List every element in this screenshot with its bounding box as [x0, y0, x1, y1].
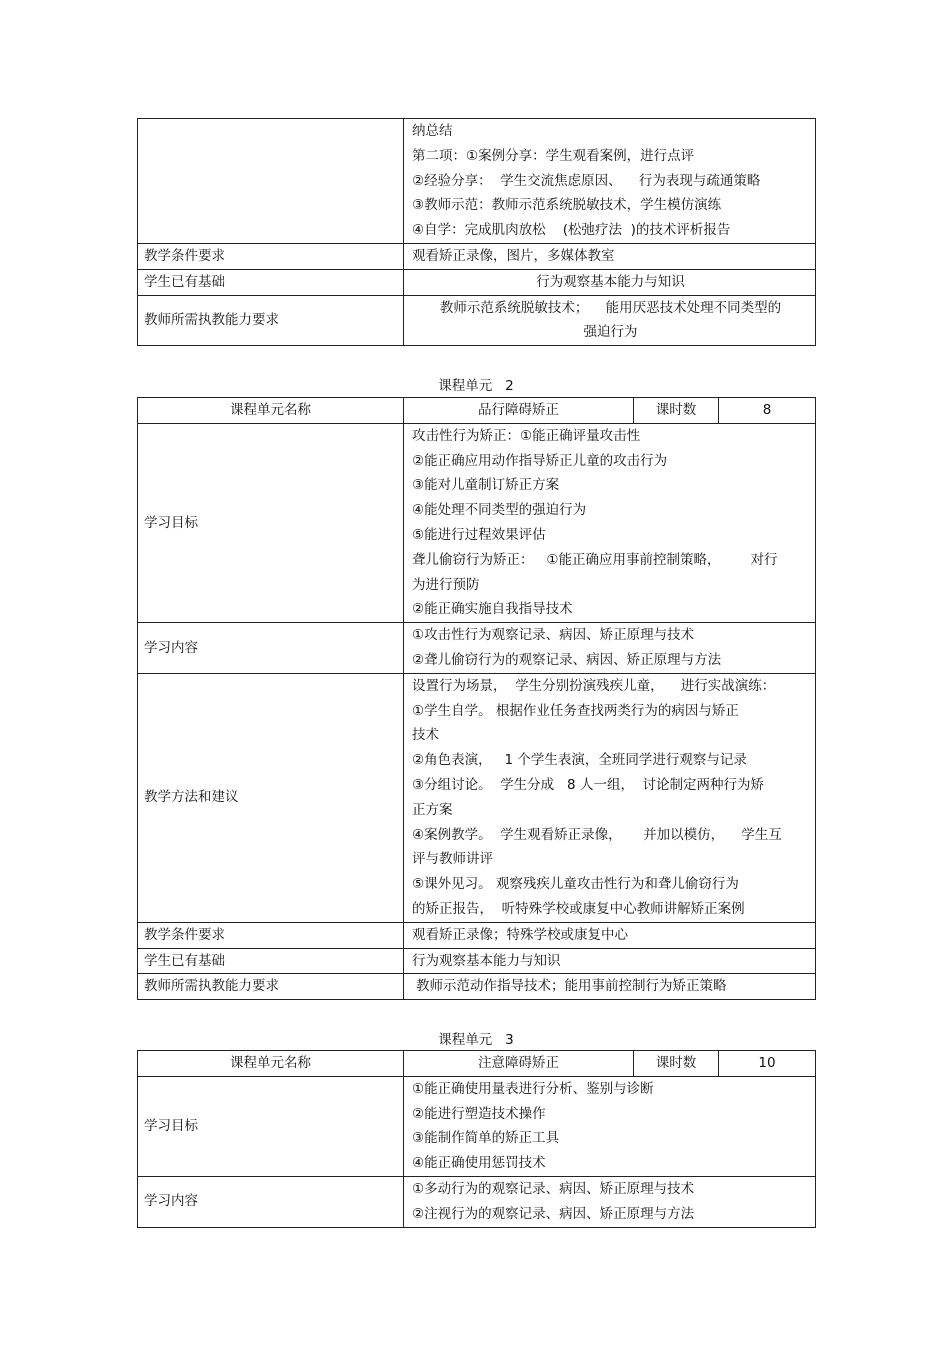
row-content	[404, 623, 816, 674]
hours-value: 10	[719, 1051, 816, 1077]
table-row	[138, 974, 816, 1000]
row-content	[404, 295, 816, 346]
content-line: ③教师示范：教师示范系统脱敏技术，学生模仿演练	[412, 197, 722, 214]
content-line: ⑤课外见习。 观察残疾儿童攻击性行为和聋儿偷窃行为	[412, 876, 739, 893]
unit-name-label: 课程单元名称	[138, 398, 404, 424]
unit-name-label: 课程单元名称	[138, 1051, 404, 1077]
content-line: 教师示范系统脱敏技术； 能用厌恶技术处理不同类型的	[439, 299, 782, 316]
content-line: ④案例教学。 学生观看矫正录像， 并加以模仿， 学生互	[412, 826, 782, 843]
row-content	[404, 243, 816, 269]
content-line: ④能处理不同类型的强迫行为	[412, 502, 587, 519]
content-line: ②聋儿偷窃行为的观察记录、病因、矫正原理与方法	[412, 651, 722, 668]
content-line: 聋儿偷窃行为矫正： ①能正确应用事前控制策略， 对行	[412, 551, 778, 568]
row-label: 教学条件要求	[138, 243, 404, 269]
row-content	[404, 1076, 816, 1176]
table-row	[138, 1176, 816, 1227]
content-line: 正方案	[412, 801, 453, 818]
row-content	[404, 423, 816, 622]
content-line: 行为观察基本能力与知识	[412, 952, 561, 969]
unit3-caption: 课程单元 3	[438, 1032, 514, 1048]
row-label: 学生已有基础	[138, 269, 404, 295]
content-line: ③能制作简单的矫正工具	[412, 1130, 560, 1147]
content-line: 纳总结	[412, 123, 453, 139]
table-row	[138, 269, 816, 295]
unit2-caption: 课程单元 2	[438, 378, 514, 394]
table-row	[138, 922, 816, 948]
table-header-row	[138, 1051, 816, 1077]
content-line: ①学生自学。 根据作业任务查找两类行为的病因与矫正	[412, 702, 739, 719]
row-label: 学习内容	[138, 1176, 404, 1227]
row-content	[404, 1176, 816, 1227]
row-label: 教师所需执教能力要求	[138, 974, 404, 1000]
table-row	[138, 423, 816, 622]
content-line: ②经验分享： 学生交流焦虑原因、 行为表现与疏通策略	[412, 172, 761, 189]
row-label: 学生已有基础	[138, 948, 404, 974]
content-line: ①攻击性行为观察记录、病因、矫正原理与技术	[412, 627, 695, 644]
content-line: 评与教师讲评	[412, 851, 493, 868]
content-line: ④自学：完成肌肉放松 (松弛疗法 )的技术评析报告	[412, 222, 731, 239]
content-line: ②角色表演， 1 个学生表演，全班同学进行观察与记录	[412, 752, 747, 769]
hours-label: 课时数	[634, 1051, 719, 1077]
content-line: ④能正确使用惩罚技术	[412, 1155, 546, 1172]
unit2-table	[137, 397, 816, 1000]
unit-name-value: 注意障碍矫正	[404, 1051, 634, 1077]
row-label: 学习目标	[138, 1076, 404, 1176]
table-row	[138, 295, 816, 346]
content-line: ②能进行塑造技术操作	[412, 1105, 546, 1122]
row-label: 教学方法和建议	[138, 673, 404, 922]
hours-value: 8	[719, 398, 816, 424]
row-label: 学习目标	[138, 423, 404, 622]
unit1-continuation-table	[137, 118, 816, 346]
content-line: ③能对儿童制订矫正方案	[412, 477, 560, 494]
row-content	[404, 922, 816, 948]
row-label: 学习内容	[138, 623, 404, 674]
content-line: ②能正确应用动作指导矫正儿童的攻击行为	[412, 452, 668, 469]
table-row	[138, 243, 816, 269]
unit-name-value: 品行障碍矫正	[404, 398, 634, 424]
row-label: 教师所需执教能力要求	[138, 295, 404, 346]
row-content	[404, 948, 816, 974]
content-line: 的矫正报告， 听特殊学校或康复中心教师讲解矫正案例	[412, 900, 745, 917]
row-label	[138, 119, 404, 244]
table-row	[138, 673, 816, 922]
row-label: 教学条件要求	[138, 922, 404, 948]
content-line: ③分组讨论。 学生分成 8 人一组， 讨论制定两种行为矫	[412, 776, 765, 793]
content-line: 技术	[412, 727, 439, 744]
row-content	[404, 673, 816, 922]
content-line: 第二项：①案例分享：学生观看案例，进行点评	[412, 147, 695, 164]
row-content	[404, 974, 816, 1000]
table-header-row	[138, 398, 816, 424]
table-row	[138, 623, 816, 674]
content-line: 教师示范动作指导技术；能用事前控制行为矫正策略	[416, 978, 727, 995]
content-line: 为进行预防	[412, 576, 480, 593]
content-line: 攻击性行为矫正：①能正确评量攻击性	[412, 427, 641, 444]
content-line: ⑤能进行过程效果评估	[412, 526, 546, 543]
content-line: 观看矫正录像；特殊学校或康复中心	[412, 926, 628, 943]
content-line: 设置行为场景， 学生分别扮演残疾儿童， 进行实战演练：	[412, 677, 776, 694]
unit3-table	[137, 1050, 816, 1228]
content-line: 行为观察基本能力与知识	[536, 273, 685, 290]
table-row	[138, 948, 816, 974]
content-line: ①多动行为的观察记录、病因、矫正原理与技术	[412, 1180, 695, 1197]
content-line: 观看矫正录像，图片，多媒体教室	[412, 247, 615, 264]
hours-label: 课时数	[634, 398, 719, 424]
content-line: ②能正确实施自我指导技术	[412, 601, 573, 618]
table-row	[138, 1076, 816, 1176]
content-line: ②注视行为的观察记录、病因、矫正原理与方法	[412, 1205, 695, 1222]
row-content	[404, 269, 816, 295]
content-line: 强迫行为	[583, 324, 638, 341]
row-content	[404, 119, 816, 244]
table-row	[138, 119, 816, 244]
content-line: ①能正确使用量表进行分析、鉴别与诊断	[412, 1080, 654, 1097]
